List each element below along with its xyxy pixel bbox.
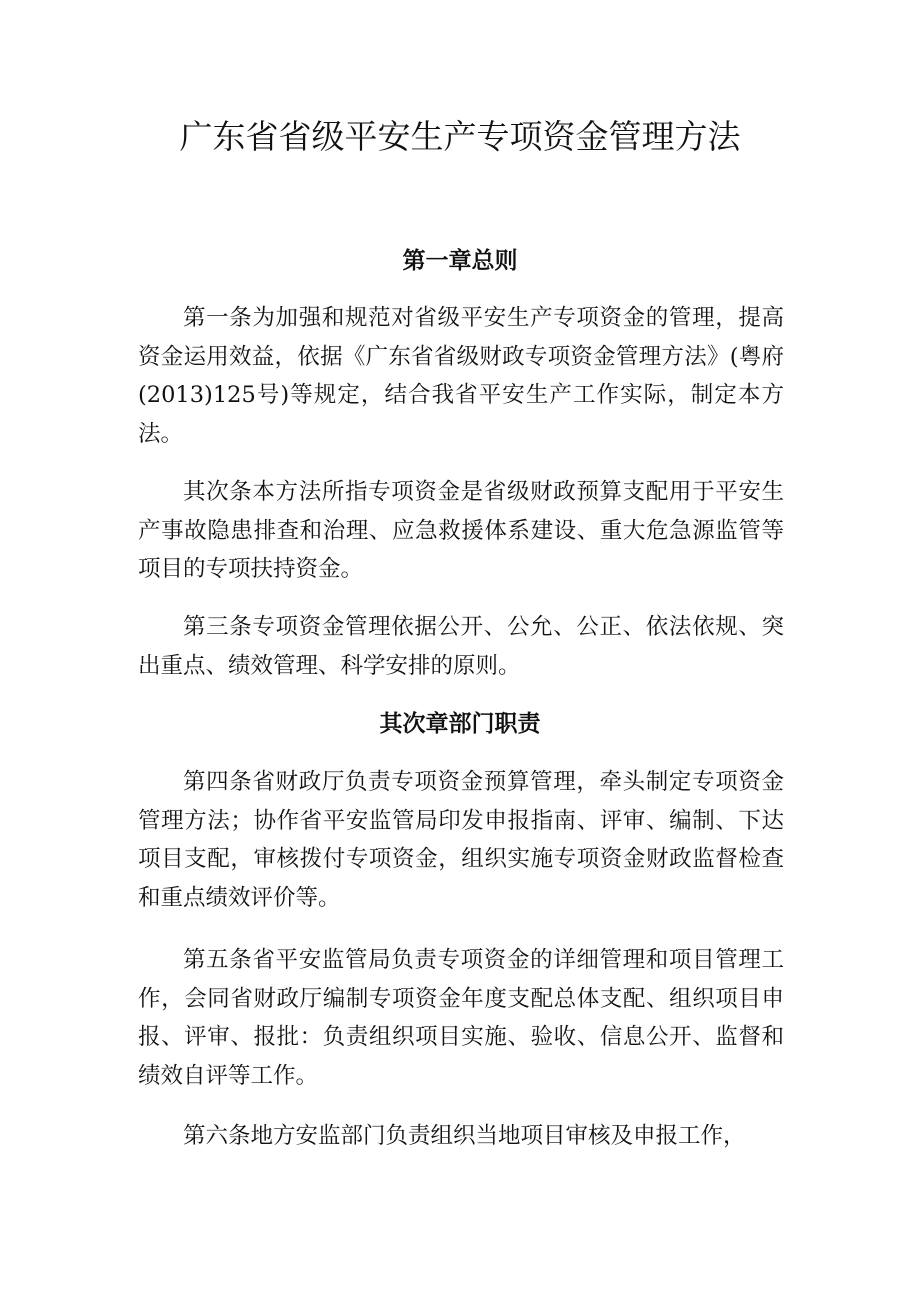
article-2: 其次条本方法所指专项资金是省级财政预算支配用于平安生产事故隐患排查和治理、应急救援体系建设、重大危急源监管等项目的专项扶持资金。 xyxy=(138,479,784,582)
document-title: 广东省省级平安生产专项资金管理方法 xyxy=(179,117,741,156)
article-5: 第五条省平安监管局负责专项资金的详细管理和项目管理工作，会同省财政厅编制专项资金年度支配总体支配、组织项目申报、评审、报批：负责组织项目实施、验收、信息公开、监督和绩效自评等工作。 xyxy=(138,947,784,1089)
article-4: 第四条省财政厅负责专项资金预算管理，牵头制定专项资金管理方法；协作省平安监管局印发申报指南、评审、编制、下达项目支配，审核拨付专项资金，组织实施专项资金财政监督检查和重点绩效评价等。 xyxy=(138,769,784,911)
chapter-heading-2: 其次章部门职责 xyxy=(379,710,541,737)
chapter-heading-1: 第一章总则 xyxy=(402,247,518,274)
article-3: 第三条专项资金管理依据公开、公允、公正、依法依规、突出重点、绩效管理、科学安排的原则。 xyxy=(138,614,784,679)
article-6: 第六条地方安监部门负责组织当地项目审核及申报工作， xyxy=(183,1123,746,1149)
article-1: 第一条为加强和规范对省级平安生产专项资金的管理，提高资金运用效益，依据《广东省省级财政专项资金管理方法》(粤府(2013)125号)等规定，结合我省平安生产工作实际，制定本方法。 xyxy=(138,305,784,447)
